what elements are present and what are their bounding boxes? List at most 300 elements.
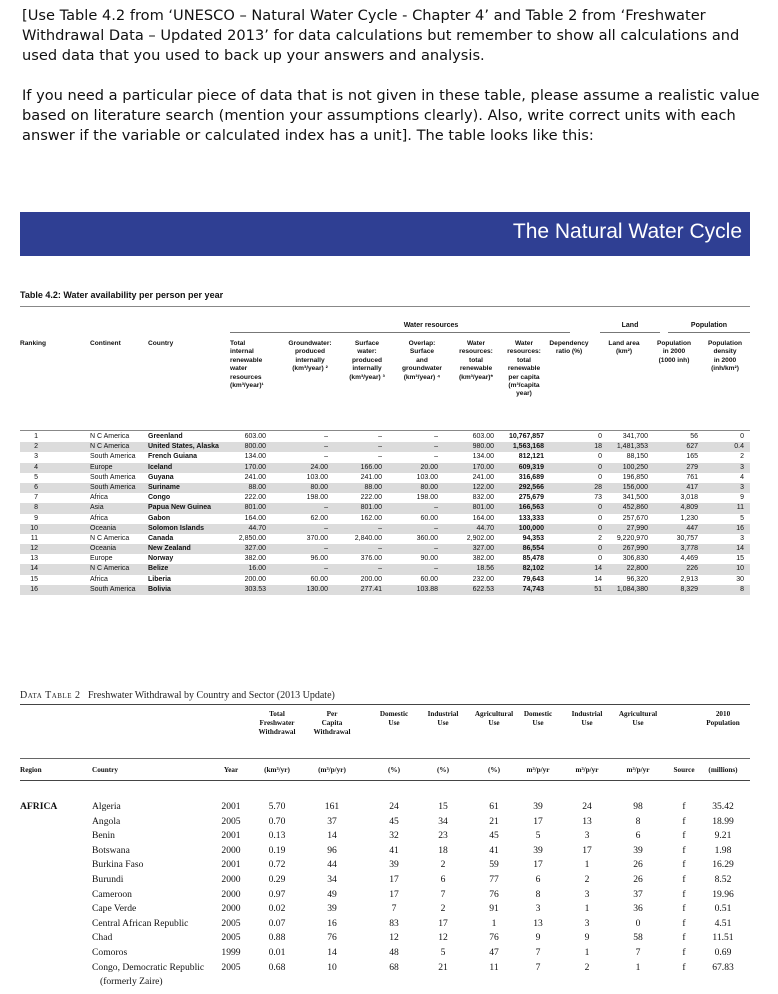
table2-cell: 7	[535, 946, 541, 958]
table1-cell: 1,563,168	[512, 443, 544, 451]
table1-cell: 1,481,353	[616, 443, 648, 451]
table1-cell: 10,767,857	[508, 433, 544, 440]
group-water-resources: Water resources	[403, 322, 459, 329]
table2-cell: Cape Verde	[92, 903, 137, 915]
table1-cell: 86,554	[522, 545, 544, 553]
table2-cell: Benin	[92, 830, 115, 842]
table2-cell: 19.96	[712, 888, 734, 900]
table1-row	[20, 432, 750, 442]
instruction-paragraph-1: [Use Table 4.2 from ‘UNESCO – Natural Water Cycle - Chapter 4’ and Table 2 from ‘Freshwater Withdrawal Data – Updated 2013’ for data calculations but remember to show all calculations and used data that you used to back up your answers and analysis.	[22, 7, 740, 64]
table2-cell: 45	[389, 815, 399, 827]
table1-caption: Table 4.2: Water availability per person per year	[20, 290, 224, 300]
table1-cell: 170.00	[472, 463, 494, 471]
table2-cell: f	[682, 932, 686, 944]
table1-cell: 4	[740, 473, 744, 481]
table1-cell: 164.00	[472, 514, 494, 522]
t2-header-total: Total Freshwater Withdrawal	[258, 710, 296, 736]
table1-cell: Oceania	[90, 545, 117, 553]
table2-cell: 39	[389, 859, 399, 871]
table2-cell: 2000	[221, 903, 241, 915]
header-overlap: Overlap: Surface and groundwater (km³/year) ⁴	[402, 340, 442, 381]
table1-cell: 3	[34, 453, 38, 461]
table1-cell: 134.00	[244, 453, 266, 461]
header-water-resources: Water resources: total renewable (km³/year)*	[458, 340, 494, 381]
table1-cell: 370.00	[306, 534, 328, 542]
table1-cell: 447	[686, 524, 698, 532]
table2-cell: 32	[389, 830, 399, 842]
table2-cell: f	[682, 888, 686, 900]
table2-cell: 5	[535, 830, 541, 842]
table1-cell: 11	[736, 504, 744, 512]
table2-cell: 1999	[221, 946, 241, 958]
table1-cell: 198.00	[306, 494, 328, 502]
table1-cell: Oceania	[90, 524, 117, 532]
table1-cell: 30,757	[676, 534, 698, 542]
table1-cell: 277.41	[360, 585, 382, 593]
table1-cell: 12	[30, 545, 38, 553]
table2-cell: 13	[582, 815, 592, 827]
table1-cell: –	[324, 443, 328, 451]
table2-header-rule	[20, 758, 750, 759]
t2-unit-industrial2: m³/p/yr	[575, 766, 599, 774]
table2-cell: 12	[389, 932, 399, 944]
table2-cell: 11	[489, 961, 499, 973]
table2-cell: 13	[533, 917, 543, 929]
table2-cell: 0.97	[268, 888, 286, 900]
table1-cell: 4	[34, 463, 38, 471]
table2-cell: 0.51	[714, 903, 732, 915]
table1-cell: 2	[598, 534, 602, 542]
table2-cell: 0.07	[268, 917, 286, 929]
table2-cell: Comoros	[92, 946, 128, 958]
table2-cell: 77	[489, 873, 499, 885]
table1-cell: 122.00	[472, 483, 494, 491]
table1-cell: 761	[686, 473, 698, 481]
table1-cell: 801.00	[360, 504, 382, 512]
table2-cell: 1.98	[714, 844, 732, 856]
table2-cell: f	[682, 903, 686, 915]
table1-cell: 74,743	[522, 585, 544, 593]
table2-cell: 16.29	[712, 859, 734, 871]
table1-cell: 8	[34, 504, 38, 512]
table1-cell: 0	[740, 433, 744, 440]
table2-cell: 3	[584, 888, 590, 900]
table1-cell: 382.00	[472, 555, 494, 563]
table2-cell: Botswana	[92, 844, 130, 856]
table1-cell: 2,902.00	[466, 534, 494, 542]
table2-cell: 0.02	[268, 903, 286, 915]
table2-cell: f	[682, 830, 686, 842]
table1-cell: 196,850	[622, 473, 648, 481]
table1-cell: 82,102	[522, 565, 544, 573]
table2-cell: 2	[440, 903, 446, 915]
table1-cell: 162.00	[360, 514, 382, 522]
table2-cell: 9	[535, 932, 541, 944]
table2-cell: 8	[635, 815, 641, 827]
table1-cell: 44.70	[248, 524, 266, 532]
table2-cell: f	[682, 946, 686, 958]
table2-cell: 14	[327, 830, 337, 842]
t2-header-domestic2: Domestic Use	[523, 710, 553, 727]
table2-cell: 23	[438, 830, 448, 842]
table1-cell: 16	[30, 585, 38, 593]
t2-unit-per-capita: (m³/p/yr)	[318, 766, 346, 774]
table2-cell: Congo, Democratic Republic	[92, 961, 205, 973]
table1-row	[20, 452, 750, 462]
table2-cell: 49	[327, 888, 337, 900]
table1-row	[20, 503, 750, 513]
t2-unit-source: Source	[673, 766, 695, 774]
t2-unit-total: (km³/yr)	[264, 766, 290, 774]
table1-cell: South America	[90, 585, 136, 593]
table2-cell: 76	[489, 932, 499, 944]
table1-cell: 603.00	[472, 433, 494, 440]
table2-cell: 11.51	[712, 932, 734, 944]
group-land: Land	[621, 322, 639, 329]
table2-caption-text: Freshwater Withdrawal by Country and Sector (2013 Update)	[87, 690, 335, 701]
table2-cell: 17	[389, 888, 399, 900]
table2-cell: 59	[489, 859, 499, 871]
table1-cell: 133,333	[518, 514, 544, 522]
table1-cell: 4,809	[680, 504, 698, 512]
table2-cell: f	[682, 873, 686, 885]
table2-cell: 39	[633, 844, 643, 856]
header-continent: Continent	[90, 340, 121, 347]
table1-cell: 14	[594, 565, 602, 573]
instructions	[22, 6, 762, 166]
table1-cell: 0	[598, 453, 602, 461]
table2-cell: 6	[535, 873, 541, 885]
table1-cell: 417	[686, 483, 698, 491]
table2-cell: f	[682, 859, 686, 871]
table1-cell: 0.4	[734, 443, 744, 451]
header-land-area: Land area (km²)	[608, 340, 640, 356]
table1-cell: 292,566	[518, 483, 544, 491]
table1-cell: Africa	[90, 514, 108, 522]
table1-cell: –	[434, 443, 438, 451]
t2-unit-year: Year	[223, 766, 239, 774]
table1-cell: 103.88	[416, 585, 438, 593]
table1-cell: 306,830	[622, 555, 648, 563]
table2-cell: 0.29	[268, 873, 286, 885]
table2-cell: 41	[389, 844, 399, 856]
table2-cell: 6	[635, 830, 641, 842]
table2-cell: 7	[440, 888, 446, 900]
table1-cell: 10	[736, 565, 744, 573]
table1-row	[20, 544, 750, 554]
table2-cell: 0.19	[268, 844, 286, 856]
table1-cell: 90.00	[420, 555, 438, 563]
table2-cell: 36	[633, 903, 643, 915]
t2-header-per-capita: Per Capita Withdrawal	[313, 710, 351, 736]
table1-cell: 1	[34, 433, 38, 440]
table2-cell: 41	[489, 844, 499, 856]
table1-row	[20, 514, 750, 524]
table1-cell: 800.00	[244, 443, 266, 451]
table1-cell: 0	[598, 433, 602, 440]
table1-cell: 9	[740, 494, 744, 502]
table1-cell: 5	[740, 514, 744, 522]
table1-cell: 80.00	[310, 483, 328, 491]
table2-units-rule	[20, 780, 750, 781]
table1-cell: Guyana	[148, 473, 174, 481]
table2-cell: 58	[633, 932, 643, 944]
table2-cell: f	[682, 815, 686, 827]
table1-cell: New Zealand	[148, 545, 191, 553]
table1-cell: 279	[686, 463, 698, 471]
table1-cell: 622.53	[472, 585, 494, 593]
table1-cell: 164.00	[244, 514, 266, 522]
table1-cell: –	[378, 524, 382, 532]
table2-cell: 1	[491, 917, 497, 929]
table1-cell: 327.00	[244, 545, 266, 553]
table2-cell: 7	[535, 961, 541, 973]
table1-cell: –	[434, 433, 438, 440]
table2-cell: 39	[327, 903, 337, 915]
table1-cell: 2,913	[680, 575, 698, 583]
table1-cell: Europe	[90, 463, 113, 471]
table1-cell: 241.00	[360, 473, 382, 481]
t2-unit-population: (millions)	[708, 766, 738, 774]
table1-cell: 103.00	[416, 473, 438, 481]
header-ranking: Ranking	[20, 340, 47, 347]
t2-header-industrial: Industrial Use	[427, 710, 459, 727]
table2-cell: 48	[389, 946, 399, 958]
table2-row	[20, 902, 750, 917]
table1-cell: 134.00	[472, 453, 494, 461]
table2-cell: 0.69	[714, 946, 732, 958]
table2-cell: 10	[327, 961, 337, 973]
table1-cell: 0	[598, 514, 602, 522]
table2-cell: 26	[633, 859, 643, 871]
group-population: Population	[690, 322, 728, 329]
table1-cell: United States, Alaska	[148, 443, 219, 451]
table2-cell: 5	[440, 946, 446, 958]
table2-cell: 5.70	[268, 801, 286, 812]
table2-cell: 16	[327, 917, 337, 929]
table1-cell: 327.00	[472, 545, 494, 553]
table2-cell: Central African Republic	[92, 917, 189, 929]
table2-cell: 9.21	[714, 830, 732, 842]
table1-cell: Suriname	[148, 483, 180, 491]
table1-cell: 980.00	[472, 443, 494, 451]
table2-cell: 2	[584, 961, 590, 973]
table2-cell: 15	[438, 801, 448, 812]
header-groundwater: Groundwater: produced internally (km³/year) ²	[288, 340, 332, 373]
table1-cell: 6	[34, 483, 38, 491]
table1-cell: 100,000	[518, 524, 544, 532]
table1-cell: 812,121	[518, 453, 544, 461]
table2-cell: f	[682, 917, 686, 929]
table2-body	[20, 800, 750, 990]
table1-cell: 166.00	[360, 463, 382, 471]
table1-cell: Liberia	[148, 575, 171, 583]
table1-cell: 80.00	[420, 483, 438, 491]
t2-header-agricultural: Agricultural Use	[474, 710, 514, 727]
table2-note-row	[20, 975, 750, 990]
table1-cell: 51	[594, 585, 602, 593]
table1-cell: 11	[30, 534, 38, 542]
table2-cell: 68	[389, 961, 399, 973]
table2-caption-tag: Data Table 2	[20, 690, 81, 701]
table1-cell: 14	[594, 575, 602, 583]
table1-row	[20, 483, 750, 493]
table2-cell: 17	[533, 815, 543, 827]
table2-cell: Chad	[92, 932, 113, 944]
table1-cell: 609,319	[518, 463, 544, 471]
table1-cell: 3,778	[680, 545, 698, 553]
table1-cell: South America	[90, 453, 136, 461]
header-dependency: Dependency ratio (%)	[549, 340, 589, 356]
table2-cell: 2000	[221, 844, 241, 856]
table1-cell: 24.00	[310, 463, 328, 471]
table2-cell: f	[682, 844, 686, 856]
table1-cell: Africa	[90, 575, 108, 583]
table2-region: AFRICA	[20, 801, 58, 812]
table1-cell: 94,353	[522, 534, 544, 542]
table1-cell: 2	[34, 443, 38, 451]
table1-cell: 0	[598, 463, 602, 471]
table1-cell: 832.00	[472, 494, 494, 502]
table1-cell: –	[378, 545, 382, 553]
table1-cell: N C America	[90, 565, 130, 573]
table2-cell: 24	[389, 801, 399, 812]
table2-cell: 17	[389, 873, 399, 885]
table1-cell: Canada	[148, 534, 174, 542]
table1-cell: 0	[598, 545, 602, 553]
table1-cell: 8	[740, 585, 744, 593]
table2-cell: Cameroon	[92, 888, 132, 900]
table1-cell: 2	[740, 453, 744, 461]
table1-cell: 165	[686, 453, 698, 461]
table1-cell: 2,840.00	[354, 534, 382, 542]
t2-header-industrial2: Industrial Use	[571, 710, 603, 727]
table2-cell: 2001	[221, 830, 241, 842]
table1-row	[20, 524, 750, 534]
table2-cell: 3	[584, 917, 590, 929]
table2-cell: 2000	[221, 873, 241, 885]
chapter-banner	[20, 212, 750, 256]
table1-cell: –	[378, 433, 382, 440]
table1-cell: Greenland	[148, 433, 183, 440]
table1-cell: South America	[90, 483, 136, 491]
group-rule-population	[668, 332, 750, 333]
table2-cell: 9	[584, 932, 590, 944]
table1-cell: 13	[30, 555, 38, 563]
table1-row	[20, 473, 750, 483]
t2-header-population: 2010 Population	[706, 710, 740, 727]
header-total-internal: Total internal renewable water resources (km³/year)¹	[230, 340, 264, 390]
table2-cell: 76	[489, 888, 499, 900]
table1-cell: South America	[90, 473, 136, 481]
table1-cell: 226	[686, 565, 698, 573]
table2-row	[20, 844, 750, 859]
instruction-paragraph-2: If you need a particular piece of data that is not given in these table, please assume a realistic value based on literature search (mention your assumptions clearly). Also, write correct units with each answer if the variable or calculated index has a unit]. The table looks like this:	[22, 87, 760, 144]
table2-cell: 39	[533, 844, 543, 856]
table1-cell: 27,990	[626, 524, 648, 532]
table2-cell: 2	[440, 859, 446, 871]
table1-row	[20, 534, 750, 544]
table2-cell: 34	[438, 815, 448, 827]
t2-header-agricultural2: Agricultural Use	[618, 710, 658, 727]
table1-cell: –	[324, 453, 328, 461]
t2-unit-agricultural2: m³/p/yr	[626, 766, 650, 774]
table2-row	[20, 829, 750, 844]
table1-cell: –	[434, 504, 438, 512]
banner-title: The Natural Water Cycle	[512, 220, 742, 243]
t2-header-domestic: Domestic Use	[379, 710, 409, 727]
table2-cell: Burundi	[92, 873, 124, 885]
table2-cell: 2005	[221, 961, 241, 973]
table1-row	[20, 554, 750, 564]
table1-cell: 198.00	[416, 494, 438, 502]
table1-cell: –	[324, 524, 328, 532]
table2-cell: 34	[327, 873, 337, 885]
table2-cell: 45	[489, 830, 499, 842]
table1-cell: 30	[736, 575, 744, 583]
table2-cell: 21	[438, 961, 448, 973]
table2-cell: 8	[535, 888, 541, 900]
table2-cell: 0.70	[268, 815, 286, 827]
table1-row	[20, 564, 750, 574]
table1-cell: 9	[34, 514, 38, 522]
table1-cell: N C America	[90, 534, 130, 542]
table1-cell: 18.56	[476, 565, 494, 573]
table1-cell: French Guiana	[148, 453, 198, 461]
table1-cell: 79,643	[522, 575, 544, 583]
header-per-capita: Water resources: total renewable per capita (m³/capita year)	[507, 340, 541, 398]
table1-cell: 4,469	[680, 555, 698, 563]
table2-cell: 17	[582, 844, 592, 856]
table2-cell: 83	[389, 917, 399, 929]
t2-unit-region: Region	[20, 766, 42, 774]
table1-top-rule	[20, 306, 750, 307]
table1-cell: 166,563	[518, 504, 544, 512]
group-rule-land	[600, 332, 660, 333]
table2-row	[20, 917, 750, 932]
table1-cell: 222.00	[360, 494, 382, 502]
table1-cell: 88.00	[248, 483, 266, 491]
table1-cell: 73	[594, 494, 602, 502]
table1-cell: 341,700	[622, 433, 648, 440]
table1-cell: 7	[34, 494, 38, 502]
table1-cell: 44.70	[476, 524, 494, 532]
table2-cell: 98	[633, 801, 643, 812]
table1-cell: 241.00	[472, 473, 494, 481]
table1-cell: 16	[736, 524, 744, 532]
table2-cell: 7	[635, 946, 641, 958]
table1-cell: 62.00	[310, 514, 328, 522]
table1-cell: 316,689	[518, 473, 544, 481]
table1-cell: 28	[594, 483, 602, 491]
table1-cell: 1,084,380	[616, 585, 648, 593]
table1-cell: 3	[740, 483, 744, 491]
table2-cell: 26	[633, 873, 643, 885]
table1-cell: –	[324, 504, 328, 512]
table1-cell: 88,150	[626, 453, 648, 461]
table1-cell: 3	[740, 534, 744, 542]
table1-cell: 100,250	[622, 463, 648, 471]
header-population-2000: Population in 2000 (1000 inh)	[656, 340, 692, 364]
table1-cell: Iceland	[148, 463, 173, 471]
table2-top-rule	[20, 704, 750, 705]
table1-cell: 9,220,970	[616, 534, 648, 542]
table2-cell: 2005	[221, 932, 241, 944]
table1-cell: Europe	[90, 555, 113, 563]
table1-cell: –	[324, 433, 328, 440]
table2-cell: 21	[489, 815, 499, 827]
table2-cell: 2005	[221, 815, 241, 827]
